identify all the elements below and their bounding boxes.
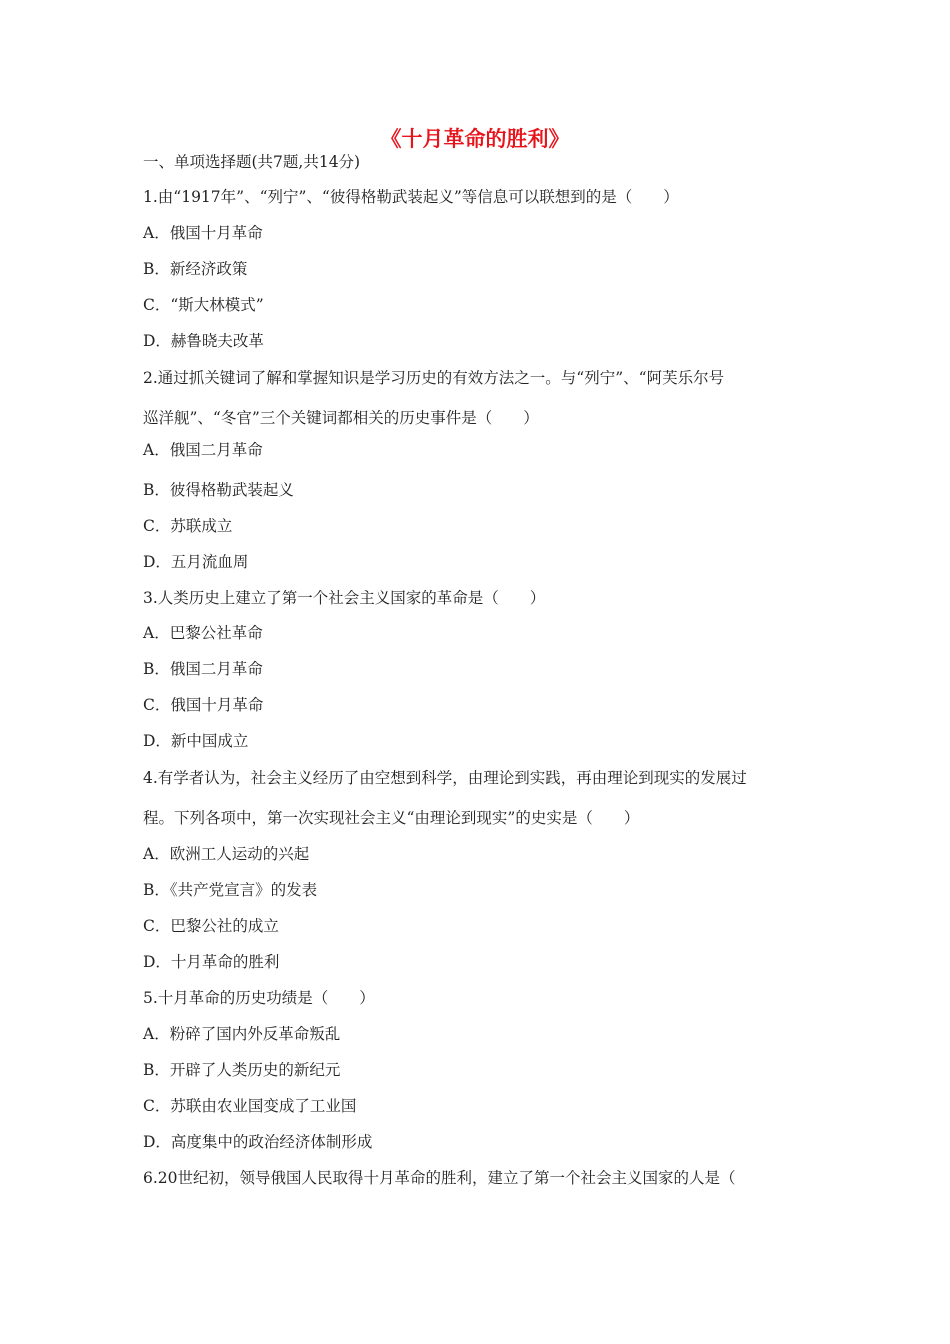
- option-4c: C．巴黎公社的成立: [143, 917, 279, 935]
- question-1: 1.由“1917年”、“列宁”、“彼得格勒武装起义”等信息可以联想到的是（ ）: [143, 188, 679, 206]
- option-3d: D．新中国成立: [143, 732, 249, 750]
- option-2d: D．五月流血周: [143, 553, 249, 571]
- option-3c: C．俄国十月革命: [143, 696, 264, 714]
- question-6: 6.20世纪初，领导俄国人民取得十月革命的胜利，建立了第一个社会主义国家的人是（: [143, 1169, 736, 1187]
- question-3: 3.人类历史上建立了第一个社会主义国家的革命是（ ）: [143, 589, 546, 607]
- section-header: 一、单项选择题(共7题,共14分): [143, 153, 361, 171]
- option-1a: A．俄国十月革命: [143, 224, 263, 242]
- page-title: 《十月革命的胜利》: [380, 127, 570, 151]
- option-2b: B．彼得格勒武装起义: [143, 481, 294, 499]
- question-4-line-1: 4.有学者认为，社会主义经历了由空想到科学，由理论到实践，再由理论到现实的发展过: [143, 769, 747, 787]
- option-3b: B．俄国二月革命: [143, 660, 263, 678]
- option-5a: A．粉碎了国内外反革命叛乱: [143, 1025, 341, 1043]
- option-5c: C．苏联由农业国变成了工业国: [143, 1097, 357, 1115]
- option-4b: B．《共产党宣言》的发表: [143, 881, 318, 899]
- option-1b: B．新经济政策: [143, 260, 248, 278]
- question-2-line-2: 巡洋舰”、“冬官”三个关键词都相关的历史事件是（ ）: [143, 409, 539, 427]
- option-2c: C．苏联成立: [143, 517, 233, 535]
- option-4a: A．欧洲工人运动的兴起: [143, 845, 310, 863]
- option-3a: A．巴黎公社革命: [143, 624, 263, 642]
- option-5d: D．高度集中的政治经济体制形成: [143, 1133, 373, 1151]
- option-4d: D．十月革命的胜利: [143, 953, 280, 971]
- question-5: 5.十月革命的历史功绩是（ ）: [143, 989, 375, 1007]
- option-1d: D．赫鲁晓夫改革: [143, 332, 264, 350]
- option-1c: C．“斯大林模式”: [143, 296, 264, 314]
- question-4-line-2: 程。下列各项中，第一次实现社会主义“由理论到现实”的史实是（ ）: [143, 809, 640, 827]
- option-2a: A．俄国二月革命: [143, 441, 263, 459]
- option-5b: B．开辟了人类历史的新纪元: [143, 1061, 341, 1079]
- question-2-line-1: 2.通过抓关键词了解和掌握知识是学习历史的有效方法之一。与“列宁”、“阿芙乐尔号: [143, 369, 725, 387]
